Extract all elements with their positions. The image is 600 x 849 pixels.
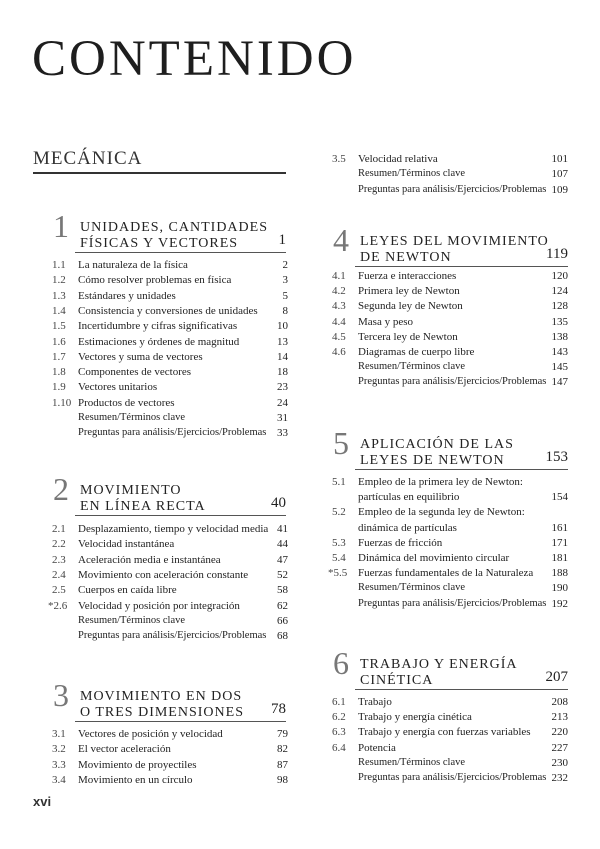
section-page: 230 [551, 756, 568, 769]
chapter-heading-1 [53, 210, 286, 256]
section-number: 6.4 [332, 741, 346, 754]
section-number: 1.8 [52, 366, 66, 379]
toc-entry[interactable] [332, 725, 568, 739]
section-title: Movimiento de proyectiles [78, 758, 197, 771]
section-page: 147 [551, 376, 568, 389]
chapter-number: 1 [53, 208, 69, 244]
toc-entry[interactable] [52, 522, 288, 536]
toc-entry[interactable] [332, 536, 568, 550]
section-title: Consistencia y conversiones de unidades [78, 304, 258, 317]
section-title: Resumen/Términos clave [358, 361, 466, 373]
section-page: 24 [277, 396, 288, 409]
toc-entry[interactable] [332, 551, 568, 565]
chapter-number: 4 [333, 222, 349, 258]
chapter-title [80, 220, 268, 252]
section-title: Estimaciones y órdenes de magnitud [78, 335, 240, 348]
section-number: 1.7 [52, 350, 66, 363]
section-page: 188 [551, 567, 568, 580]
section-title: Incertidumbre y cifras significativas [78, 320, 238, 333]
chapter-title [360, 234, 549, 266]
section-title: Componentes de vectores [78, 366, 192, 379]
section-number: 3.1 [52, 728, 66, 740]
section-page: 44 [277, 538, 288, 551]
toc-entry[interactable] [52, 773, 288, 787]
toc-entry[interactable] [52, 319, 288, 333]
section-page: 79 [277, 728, 288, 740]
section-page: 181 [551, 552, 568, 564]
section-title: Trabajo y energía cinética [358, 711, 472, 724]
chapter-title-line: MOVIMIENTO EN DOS [80, 689, 243, 704]
section-number: 5.1 [332, 476, 346, 488]
chapter-title-line: EN LÍNEA RECTA [80, 499, 206, 514]
section-page: 192 [551, 597, 568, 610]
chapter-heading-4 [333, 224, 568, 270]
section-page: 135 [551, 315, 568, 328]
section-page: 10 [277, 320, 288, 333]
toc-entry[interactable] [332, 167, 568, 181]
toc-entry[interactable] [332, 183, 568, 197]
section-number: 1.6 [52, 335, 66, 348]
section-page: 120 [551, 270, 568, 282]
section-number: 3.2 [52, 743, 66, 756]
section-number: 1.2 [52, 274, 66, 287]
toc-entry[interactable] [332, 597, 568, 611]
section-title: Fuerza e interacciones [358, 270, 457, 282]
section-page: 82 [277, 743, 288, 756]
section-page: 138 [551, 330, 568, 343]
toc-entry[interactable] [52, 758, 288, 772]
section-page: 227 [551, 741, 568, 754]
chapter-heading-6 [333, 647, 568, 693]
section-title: Preguntas para análisis/Ejercicios/Problemas [358, 376, 547, 388]
chapter-page: 1 [278, 232, 286, 248]
section-page: 58 [277, 584, 288, 597]
toc-entry[interactable] [332, 521, 568, 535]
section-title: Resumen/Términos clave [358, 756, 466, 768]
section-title: Movimiento en un círculo [78, 773, 193, 786]
chapter-title-line: UNIDADES, CANTIDADES [80, 220, 268, 235]
toc-entry[interactable] [48, 599, 288, 613]
toc-entry[interactable] [332, 695, 568, 709]
section-page: 23 [277, 381, 288, 394]
section-number: 1.1 [52, 259, 66, 271]
chapter-rule [75, 515, 286, 516]
section-number: 4.2 [332, 285, 346, 298]
section-number: 5.4 [332, 552, 346, 564]
section-title: Primera ley de Newton [358, 285, 460, 298]
section-page: 31 [277, 412, 288, 424]
chapter-number: 2 [53, 471, 69, 507]
chapter-title-line: MOVIMIENTO [80, 483, 182, 498]
section-page: 62 [277, 599, 288, 612]
section-page: 161 [551, 521, 568, 534]
toc-entry[interactable] [332, 375, 568, 389]
section-title: Preguntas para análisis/Ejercicios/Problemas [358, 772, 547, 783]
section-title: Vectores unitarios [78, 381, 158, 394]
section-title: Masa y peso [358, 315, 413, 328]
section-title: Resumen/Términos clave [358, 168, 466, 180]
chapter-rule [75, 252, 286, 253]
section-title: Empleo de la segunda ley de Newton: [358, 506, 525, 519]
section-title: Cuerpos en caída libre [78, 584, 177, 597]
toc-entry[interactable] [332, 345, 568, 359]
toc-entry[interactable] [52, 553, 288, 567]
section-title: Resumen/Términos clave [78, 614, 186, 626]
chapter-page: 119 [546, 246, 568, 262]
part-divider [33, 172, 286, 174]
toc-entry[interactable] [332, 475, 568, 489]
section-title: Fuerzas de fricción [358, 536, 443, 549]
toc-entry[interactable] [332, 756, 568, 770]
chapter-title [80, 483, 206, 515]
chapter-title [80, 689, 244, 721]
toc-entry[interactable] [332, 741, 568, 755]
section-title: Velocidad relativa [358, 153, 438, 165]
section-page: 232 [551, 772, 568, 784]
section-number: 6.3 [332, 726, 346, 739]
section-number: 5.2 [332, 506, 346, 519]
chapter-heading-3 [53, 679, 286, 725]
toc-entry[interactable] [332, 315, 568, 329]
toc-entry[interactable] [52, 380, 288, 394]
section-title: Cómo resolver problemas en física [78, 274, 232, 287]
chapter-page: 207 [545, 669, 568, 685]
chapter-rule [355, 469, 568, 470]
chapter-heading-2 [53, 473, 286, 519]
section-title: Desplazamiento, tiempo y velocidad media [78, 523, 269, 535]
section-page: 190 [551, 582, 568, 595]
section-title: Trabajo [358, 696, 392, 708]
section-number: 1.10 [52, 396, 72, 409]
section-page: 107 [551, 168, 568, 181]
toc-entry[interactable] [332, 710, 568, 724]
toc-entry[interactable] [52, 727, 288, 741]
section-title: Dinámica del movimiento circular [358, 552, 510, 564]
section-number: 4.6 [332, 346, 346, 358]
section-title: La naturaleza de la física [78, 259, 188, 271]
section-number: 4.4 [332, 315, 346, 328]
section-title: Estándares y unidades [78, 289, 176, 302]
part-heading: MECÁNICA [33, 148, 143, 169]
toc-entry[interactable] [52, 742, 288, 756]
page-title: CONTENIDO [32, 31, 357, 87]
section-page: 5 [282, 289, 288, 302]
section-page: 213 [551, 711, 568, 724]
chapter-page: 78 [271, 701, 286, 717]
section-number: 4.1 [332, 270, 346, 282]
section-number: 1.9 [52, 381, 66, 394]
section-title: Potencia [358, 741, 396, 754]
chapter-number: 6 [333, 645, 349, 681]
section-number: 3.4 [52, 773, 66, 786]
chapter-rule [355, 689, 568, 690]
section-number: 2.2 [52, 538, 66, 551]
chapter-heading-5 [333, 427, 568, 473]
section-page: 128 [551, 300, 568, 313]
toc-entry[interactable] [332, 284, 568, 298]
section-page: 145 [551, 361, 568, 374]
toc-entry[interactable] [52, 614, 288, 628]
chapter-page: 153 [545, 449, 568, 465]
section-page: 220 [551, 726, 568, 739]
section-title: Movimiento con aceleración constante [78, 568, 249, 581]
section-page: 171 [551, 536, 568, 549]
toc-entry[interactable] [52, 258, 288, 272]
section-page: 14 [277, 350, 288, 363]
toc-entry[interactable] [332, 771, 568, 785]
section-page: 3 [282, 274, 288, 287]
toc-entry[interactable] [332, 269, 568, 283]
chapter-page: 40 [271, 495, 286, 511]
toc-entry[interactable] [52, 568, 288, 582]
section-page: 109 [551, 183, 568, 196]
toc-entry[interactable] [52, 335, 288, 349]
section-title: Preguntas para análisis/Ejercicios/Problemas [358, 183, 547, 195]
section-number: 2.4 [52, 568, 66, 581]
section-title: Velocidad instantánea [78, 538, 175, 551]
toc-entry[interactable] [332, 330, 568, 344]
toc-entry[interactable] [52, 411, 288, 425]
chapter-number: 3 [53, 677, 69, 713]
section-number: 3.5 [332, 153, 346, 165]
toc-entry[interactable] [52, 426, 288, 440]
section-number: 3.3 [52, 758, 66, 771]
section-page: 87 [277, 758, 288, 771]
toc-entry[interactable] [52, 396, 288, 410]
toc-entry[interactable] [332, 299, 568, 313]
section-title: Resumen/Términos clave [78, 412, 186, 423]
toc-entry[interactable] [332, 581, 568, 595]
toc-entry[interactable] [52, 304, 288, 318]
chapter-title [360, 657, 518, 689]
section-number: 2.5 [52, 584, 66, 597]
section-page: 208 [551, 696, 568, 708]
section-title: Segunda ley de Newton [358, 300, 463, 313]
section-page: 154 [551, 491, 568, 504]
section-number: 6.2 [332, 711, 346, 724]
chapter-title-line: DE NEWTON [360, 250, 452, 265]
section-page: 101 [551, 153, 568, 165]
toc-entry[interactable] [332, 360, 568, 374]
section-title: Vectores y suma de vectores [78, 350, 203, 363]
section-page: 41 [277, 523, 288, 535]
section-title: Empleo de la primera ley de Newton: [358, 476, 523, 488]
section-page: 33 [277, 427, 288, 440]
chapter-title-line: TRABAJO Y ENERGÍA [360, 657, 518, 672]
section-title: Preguntas para análisis/Ejercicios/Problemas [78, 630, 267, 642]
chapter-number: 5 [333, 425, 349, 461]
toc-entry[interactable] [52, 289, 288, 303]
section-page: 13 [277, 335, 288, 348]
section-title: partículas en equilibrio [358, 491, 460, 504]
section-title: Resumen/Términos clave [358, 582, 466, 594]
section-title: Productos de vectores [78, 396, 175, 409]
section-title: El vector aceleración [78, 743, 171, 756]
toc-entry[interactable] [328, 566, 568, 580]
section-number: 4.5 [332, 330, 346, 343]
section-title: Trabajo y energía con fuerzas variables [358, 726, 531, 739]
section-title: Velocidad y posición por integración [78, 599, 240, 612]
section-number: 5.3 [332, 536, 346, 549]
chapter-title-line: LEYES DE NEWTON [360, 453, 505, 468]
section-page: 52 [277, 568, 288, 581]
chapter-title [360, 437, 514, 469]
toc-entry[interactable] [52, 365, 288, 379]
section-page: 47 [277, 553, 288, 566]
toc-entry[interactable] [52, 350, 288, 364]
chapter-title-line: O TRES DIMENSIONES [80, 705, 244, 720]
section-number: *5.5 [328, 567, 348, 580]
section-page: 143 [551, 346, 568, 358]
section-number: 1.5 [52, 320, 66, 333]
chapter-title-line: CINÉTICA [360, 673, 434, 688]
section-title: dinámica de partículas [358, 521, 457, 534]
section-number: 1.4 [52, 304, 66, 317]
section-number: 2.1 [52, 523, 66, 535]
toc-entry[interactable] [52, 629, 288, 643]
section-page: 8 [282, 304, 288, 317]
section-number: 6.1 [332, 696, 346, 708]
section-title: Diagramas de cuerpo libre [358, 346, 475, 358]
toc-entry[interactable] [332, 490, 568, 504]
section-page: 66 [277, 614, 288, 627]
section-number: 2.3 [52, 553, 66, 566]
chapter-rule [75, 721, 286, 722]
toc-entry[interactable] [332, 152, 568, 166]
section-title: Vectores de posición y velocidad [78, 728, 223, 740]
section-number: 1.3 [52, 289, 66, 302]
section-title: Fuerzas fundamentales de la Naturaleza [358, 567, 534, 580]
section-page: 18 [277, 366, 288, 379]
section-page: 124 [551, 285, 568, 298]
toc-entry[interactable] [52, 537, 288, 551]
section-title: Tercera ley de Newton [358, 330, 458, 343]
section-page: 2 [282, 259, 288, 271]
chapter-title-line: FÍSICAS Y VECTORES [80, 236, 239, 251]
toc-entry[interactable] [52, 273, 288, 287]
chapter-rule [355, 266, 568, 267]
section-title: Aceleración media e instantánea [78, 553, 221, 566]
chapter-title-line: APLICACIÓN DE LAS [360, 437, 514, 452]
section-page: 68 [277, 630, 288, 643]
toc-entry[interactable] [332, 505, 568, 519]
section-page: 98 [277, 773, 288, 786]
section-title: Preguntas para análisis/Ejercicios/Problemas [78, 427, 267, 439]
section-title: Preguntas para análisis/Ejercicios/Problemas [358, 597, 547, 609]
section-number: 4.3 [332, 300, 346, 313]
page-folio: xvi [33, 794, 52, 809]
chapter-title-line: LEYES DEL MOVIMIENTO [360, 234, 549, 249]
toc-entry[interactable] [52, 583, 288, 597]
section-number: *2.6 [48, 599, 68, 612]
